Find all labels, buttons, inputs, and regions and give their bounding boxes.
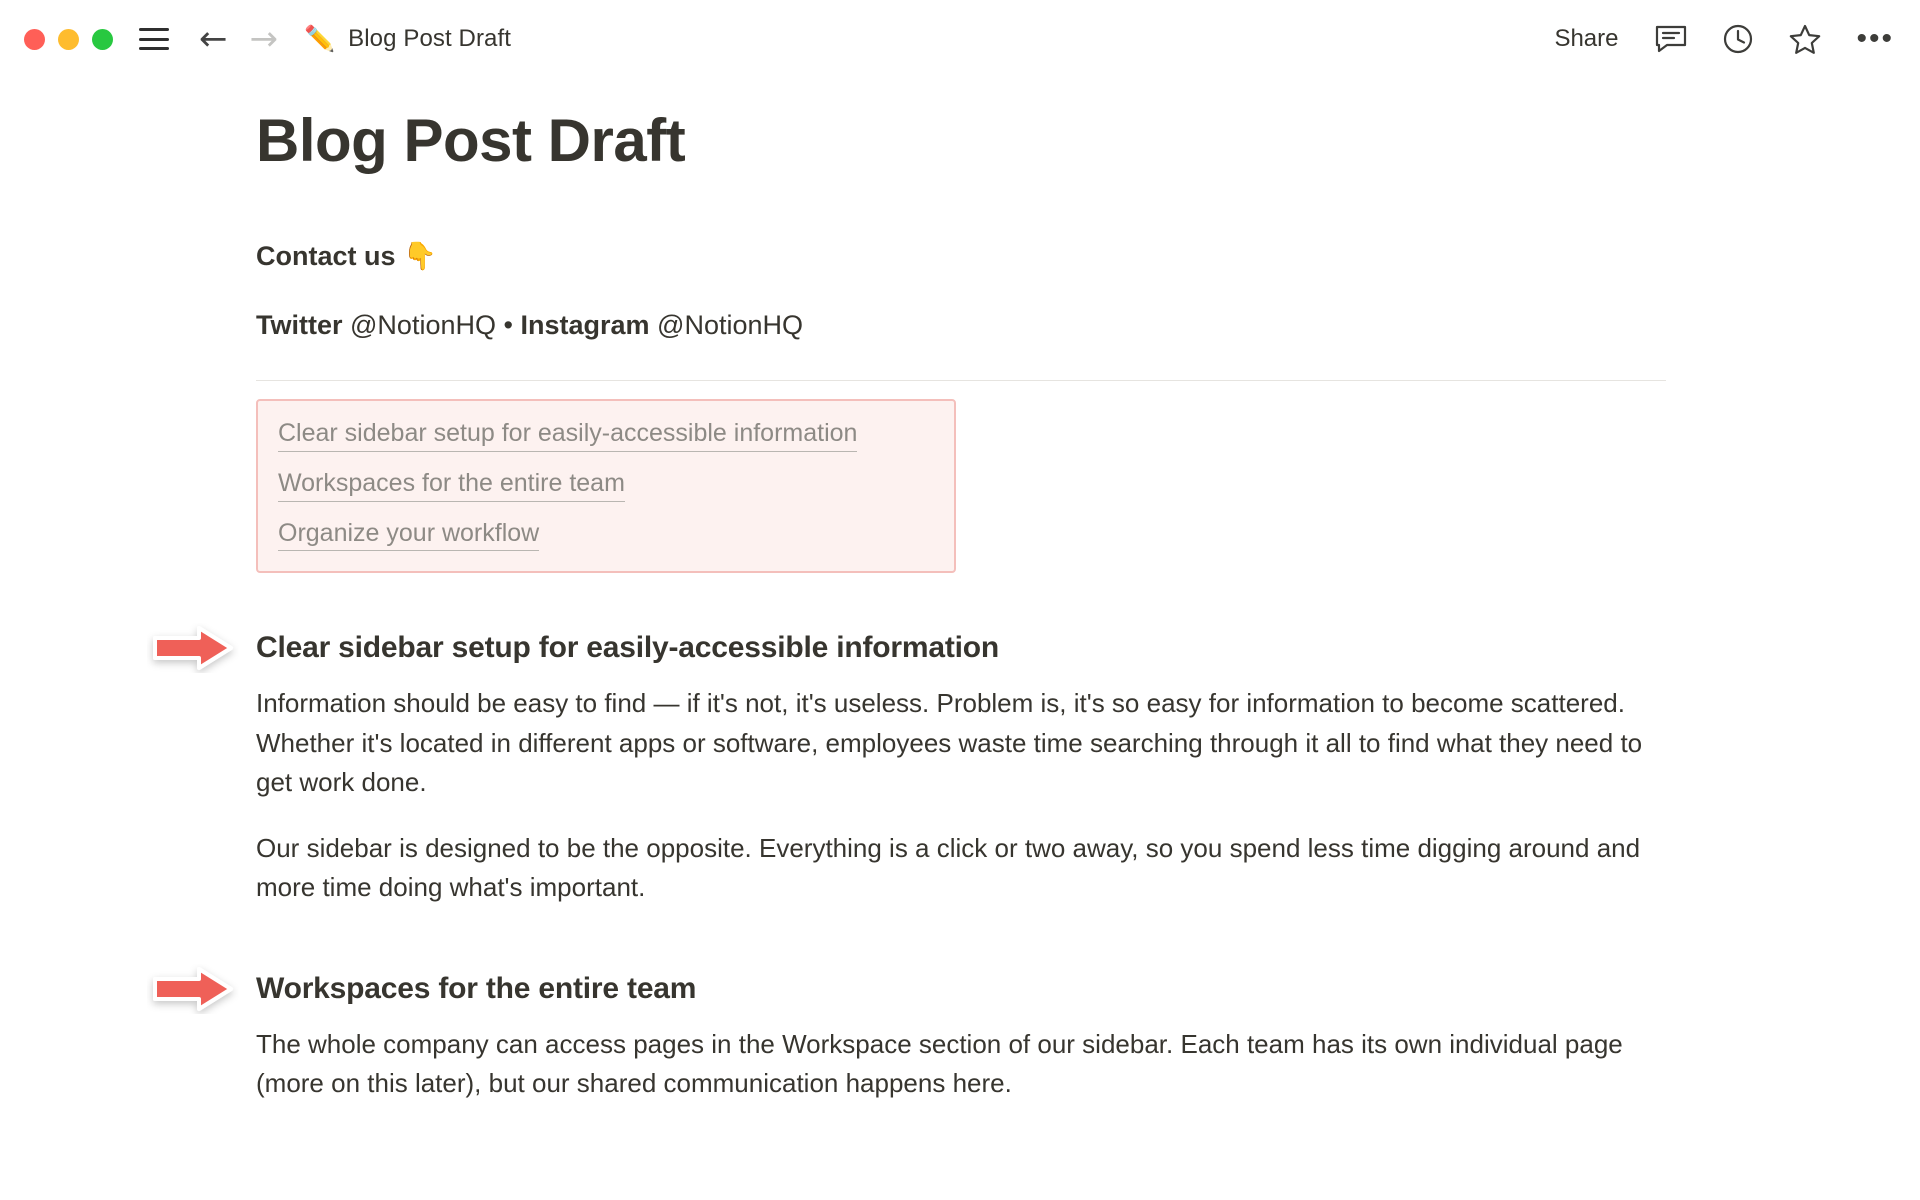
traffic-light-group [24,29,113,50]
toc-link-1[interactable]: Clear sidebar setup for easily-accessible information [278,417,857,452]
section-1-paragraph-1: Information should be easy to find — if it's not, it's useless. Problem is, it's so easy for information to become scattered. Whether it's located in different apps or software, employees waste time searching through it all to find what they need to get work done. [256,688,1643,798]
forward-arrow-icon[interactable]: → [249,19,278,59]
hamburger-menu-icon[interactable] [139,28,169,50]
list-item[interactable] [278,517,934,552]
window-titlebar [0,0,1920,78]
divider [256,380,1666,381]
star-icon[interactable] [1788,23,1822,55]
pointing-down-emoji: 👇 [403,241,437,271]
toc-link-3[interactable]: Organize your workflow [278,517,539,552]
instagram-handle[interactable]: @NotionHQ [657,310,803,341]
section-heading-2-wrapper [256,972,1668,1006]
section-2-paragraph-1: The whole company can access pages in the Workspace section of our sidebar. Each team has its own individual page (more on this later), but our shared communication happens here. [256,1028,1623,1099]
section-heading-2: Workspaces for the entire team [256,971,697,1005]
back-arrow-icon[interactable]: ← [199,19,228,59]
list-item[interactable] [278,467,934,517]
comment-icon[interactable] [1654,24,1688,54]
pencil-icon: ✏️ [304,24,336,53]
separator-bullet: • [503,310,513,341]
twitter-label: Twitter [256,310,343,341]
close-window-button[interactable] [24,29,45,50]
section-heading-1-wrapper [256,631,1668,665]
document-page [0,108,1920,1104]
toc-link-2[interactable]: Workspaces for the entire team [278,467,625,502]
document-content [256,108,1668,1104]
section-heading-1: Clear sidebar setup for easily-accessible information [256,631,1000,665]
maximize-window-button[interactable] [92,29,113,50]
breadcrumb[interactable]: Blog Post Draft [348,25,512,52]
minimize-window-button[interactable] [58,29,79,50]
contact-heading [256,236,1668,277]
table-of-contents[interactable] [256,399,956,573]
instagram-label: Instagram [520,310,650,341]
list-item[interactable] [278,417,934,467]
social-links-line [256,305,1668,346]
page-title: Blog Post Draft [256,107,686,174]
red-arrow-icon [147,623,239,673]
clock-icon[interactable] [1722,23,1754,55]
contact-heading-text: Contact us [256,241,396,271]
section-1-paragraph-2: Our sidebar is designed to be the opposite. Everything is a click or two away, so you spend less time digging around and more time doing what's important. [256,832,1641,903]
share-button[interactable]: Share [1554,25,1619,52]
more-options-icon[interactable]: ••• [1856,22,1894,55]
twitter-handle[interactable]: @NotionHQ [350,310,496,341]
red-arrow-icon [147,964,239,1014]
